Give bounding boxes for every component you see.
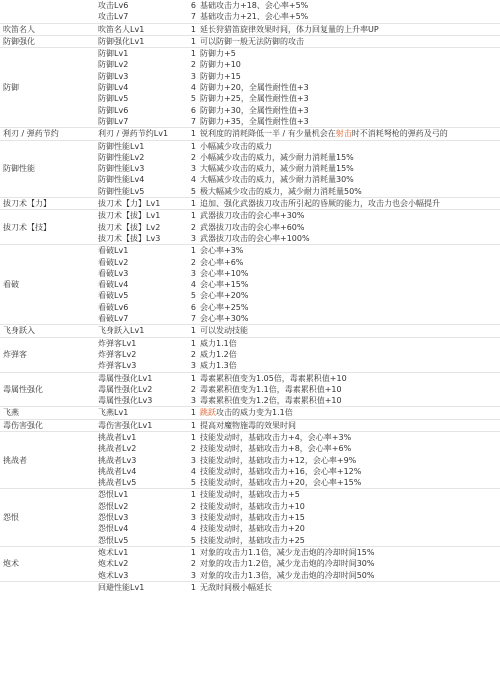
level-number-cell: 2 <box>190 222 196 232</box>
skill-level-cell: 怨恨Lv2 <box>98 501 129 511</box>
effect-text: 锐利度的消耗降低一半 / 有少量机会在 <box>200 129 336 139</box>
skill-name-cell <box>0 93 96 104</box>
skill-level-cell: 防御性能Lv1 <box>96 140 176 152</box>
skill-name-cell: 怨恨 <box>3 513 19 523</box>
table-row <box>0 360 500 372</box>
effect-cell: 防御力+20，全属性耐性值+3 <box>200 83 309 93</box>
table-row <box>0 11 500 23</box>
effect-cell: 毒素累积值变为1.05倍，毒素累积值+10 <box>200 372 500 384</box>
skill-level-cell: 防御Lv3 <box>98 71 129 81</box>
level-number-cell: 3 <box>190 513 196 523</box>
level-number-cell: 1 <box>176 128 200 140</box>
effect-cell: 技能发动时，基础攻击力+15 <box>200 513 305 523</box>
skill-level-cell: 炮术Lv3 <box>98 570 129 580</box>
skill-name-cell <box>0 71 96 82</box>
effect-cell: 提高对魔物施毒的效果时间 <box>200 419 500 431</box>
table-row <box>0 59 500 70</box>
table-row <box>0 477 500 489</box>
level-number-cell: 6 <box>190 105 196 115</box>
level-number-cell: 7 <box>190 116 196 126</box>
skill-level-cell: 炸弹客Lv3 <box>98 361 137 371</box>
skill-level-cell: 炸弹客Lv1 <box>96 337 176 349</box>
skill-level-cell: 回避性能Lv1 <box>96 581 176 593</box>
level-number-cell: 7 <box>190 12 196 22</box>
effect-cell: 技能发动时，基础攻击力+20，会心率+15% <box>200 478 362 488</box>
level-number-cell: 2 <box>190 152 196 162</box>
table-row <box>0 222 500 233</box>
table-row <box>0 48 500 60</box>
effect-cell: 会心率+3% <box>200 245 500 257</box>
effect-cell: 大幅减少攻击的威力，减少耐力消耗量30% <box>200 175 354 185</box>
skill-name-cell <box>0 431 96 443</box>
table-row <box>0 546 500 558</box>
level-number-cell: 1 <box>176 210 200 222</box>
effect-cell: 对象的攻击力1.1倍，减少龙击炮的冷却时间15% <box>200 546 500 558</box>
effect-cell: 武器拔刀攻击的会心率+100% <box>200 233 310 243</box>
skill-name-cell <box>0 290 96 301</box>
table-row <box>0 35 500 47</box>
table-row <box>0 407 500 419</box>
skill-level-cell: 毒属性强化Lv3 <box>98 396 153 406</box>
level-number-cell: 1 <box>176 325 200 337</box>
table-row <box>0 325 500 337</box>
skill-name-cell <box>0 116 96 128</box>
table-row <box>0 128 500 140</box>
effect-cell: 会心率+20% <box>200 291 249 301</box>
skill-level-cell: 飞燕Lv1 <box>96 407 176 419</box>
effect-cell: 威力1.3倍 <box>200 361 237 371</box>
skill-level-cell: 怨恨Lv3 <box>98 513 129 523</box>
skill-level-cell: 防御性能Lv4 <box>98 175 145 185</box>
table-row <box>0 384 500 395</box>
skill-level-cell: 挑战者Lv1 <box>96 431 176 443</box>
skill-name-cell <box>0 581 96 593</box>
effect-cell: 防御力+10 <box>200 60 241 70</box>
skill-level-cell: 挑战者Lv4 <box>98 466 137 476</box>
skill-level-cell: 拔刀术【拔】Lv2 <box>98 222 161 232</box>
skill-name-cell: 毒伤害强化 <box>0 419 96 431</box>
table-row <box>0 257 500 268</box>
level-number-cell: 6 <box>190 302 196 312</box>
table-row <box>0 290 500 301</box>
level-number-cell: 2 <box>190 501 196 511</box>
effect-cell: 技能发动时，基础攻击力+10 <box>200 501 305 511</box>
skill-name-cell: 飞身跃入 <box>0 325 96 337</box>
skill-name-cell <box>0 313 96 325</box>
effect-cell <box>200 407 500 419</box>
skill-level-cell: 怨恨Lv4 <box>98 524 129 534</box>
skill-level-cell: 攻击Lv7 <box>98 12 129 22</box>
table-row <box>0 372 500 384</box>
skill-name-cell: 吹笛名人 <box>0 23 96 35</box>
table-row <box>0 116 500 128</box>
effect-cell: 基础攻击力+21、会心率+5% <box>200 12 309 22</box>
skill-level-cell: 防御Lv6 <box>98 105 129 115</box>
skill-name-cell <box>0 140 96 152</box>
skill-level-cell: 看破Lv7 <box>98 314 129 324</box>
effect-cell: 技能发动时，基础攻击力+16，会心率+12% <box>200 466 362 476</box>
level-number-cell: 3 <box>190 164 196 174</box>
table-row <box>0 570 500 582</box>
level-number-cell: 4 <box>190 175 196 185</box>
effect-cell: 对象的攻击力1.3倍，减少龙击炮的冷却时间50% <box>200 570 375 580</box>
skill-name-cell <box>0 360 96 372</box>
level-number-cell: 2 <box>190 384 196 394</box>
effect-cell: 技能发动时，基础攻击力+8，会心率+6% <box>200 444 352 454</box>
level-number-cell: 1 <box>176 407 200 419</box>
skill-name-cell <box>0 477 96 489</box>
level-number-cell: 4 <box>190 280 196 290</box>
skill-name-cell <box>0 489 96 501</box>
table-row <box>0 466 500 477</box>
skill-name-cell <box>0 186 96 198</box>
skill-level-cell: 防御性能Lv5 <box>98 186 145 196</box>
effect-cell <box>200 128 500 140</box>
table-row <box>0 419 500 431</box>
effect-cell: 技能发动时，基础攻击力+4，会心率+3% <box>200 431 500 443</box>
skill-name-cell <box>0 443 96 454</box>
skill-name-cell: 拔刀术【技】 <box>3 222 51 232</box>
effect-highlight: 跳跃 <box>200 408 216 418</box>
effect-cell: 会心率+15% <box>200 280 249 290</box>
skill-name-cell: 炮术 <box>3 559 19 569</box>
table-row <box>0 302 500 313</box>
skill-name-cell <box>0 152 96 163</box>
skill-name-cell: 防御强化 <box>0 35 96 47</box>
table-row <box>0 245 500 257</box>
table-row <box>0 140 500 152</box>
skill-level-cell: 攻击Lv6 <box>98 1 129 10</box>
skill-name-cell <box>0 105 96 116</box>
skill-name-cell: 利刃 / 弹药节约 <box>0 128 96 140</box>
level-number-cell: 6 <box>190 1 196 10</box>
skill-level-cell: 看破Lv1 <box>96 245 176 257</box>
skill-name-cell <box>0 466 96 477</box>
effect-cell: 会心率+25% <box>200 302 249 312</box>
skill-level-cell: 看破Lv3 <box>98 268 129 278</box>
effect-cell: 威力1.1倍 <box>200 337 500 349</box>
skill-name-cell <box>0 245 96 257</box>
skill-name-cell: 防御 <box>3 83 19 93</box>
skill-level-cell: 看破Lv6 <box>98 302 129 312</box>
table-row <box>0 174 500 185</box>
level-number-cell: 2 <box>190 257 196 267</box>
skill-name-cell: 毒属性强化 <box>3 384 43 394</box>
effect-cell: 小幅减少攻击的威力，减少耐力消耗量15% <box>200 152 354 162</box>
level-number-cell: 3 <box>190 396 196 406</box>
skill-level-cell: 挑战者Lv5 <box>98 478 137 488</box>
table-row <box>0 313 500 325</box>
skill-level-cell: 利刃 / 弹药节约Lv1 <box>96 128 176 140</box>
effect-cell: 武器拔刀攻击的会心率+30% <box>200 210 500 222</box>
effect-cell: 技能发动时，基础攻击力+25 <box>200 535 305 545</box>
level-number-cell: 3 <box>190 71 196 81</box>
skill-name-cell: 挑战者 <box>3 455 27 465</box>
skill-level-cell: 拔刀术【拔】Lv1 <box>96 210 176 222</box>
effect-text: 时不消耗弩枪的弹药及弓的 <box>351 129 448 139</box>
skill-level-cell: 毒属性强化Lv2 <box>98 384 153 394</box>
skill-name-cell <box>0 257 96 268</box>
skill-name-cell <box>0 372 96 384</box>
level-number-cell: 1 <box>176 431 200 443</box>
effect-cell: 技能发动时，基础攻击力+12，会心率+9% <box>200 455 357 465</box>
skill-name-cell <box>0 48 96 60</box>
skill-name-cell <box>0 395 96 407</box>
level-number-cell: 1 <box>176 419 200 431</box>
effect-cell: 技能发动时，基础攻击力+5 <box>200 489 500 501</box>
level-number-cell: 5 <box>190 291 196 301</box>
skill-level-cell: 看破Lv5 <box>98 291 129 301</box>
table-row <box>0 431 500 443</box>
effect-cell: 防御力+25，全属性耐性值+3 <box>200 94 309 104</box>
effect-cell: 毒素累积值变为1.2倍，毒素累积值+10 <box>200 396 342 406</box>
level-number-cell: 3 <box>190 455 196 465</box>
effect-cell: 无敌时间极小幅延长 <box>200 581 500 593</box>
table-row <box>0 233 500 245</box>
table-row <box>0 210 500 222</box>
skill-level-cell: 防御性能Lv3 <box>98 164 145 174</box>
level-number-cell: 3 <box>190 233 196 243</box>
table-row <box>0 105 500 116</box>
skill-level-cell: 防御Lv4 <box>98 83 129 93</box>
skill-level-cell: 拔刀术【拔】Lv3 <box>98 233 161 243</box>
table-row <box>0 0 500 11</box>
table-row <box>0 523 500 534</box>
effect-cell: 防御力+30，全属性耐性值+3 <box>200 105 309 115</box>
skill-name-cell <box>0 174 96 185</box>
table-row <box>0 512 500 523</box>
effect-cell: 会心率+6% <box>200 257 244 267</box>
skill-name-cell <box>0 0 96 11</box>
table-row <box>0 152 500 163</box>
table-row <box>0 581 500 593</box>
level-number-cell: 1 <box>176 48 200 60</box>
level-number-cell: 5 <box>190 186 196 196</box>
skill-name-cell: 飞燕 <box>0 407 96 419</box>
table-row <box>0 337 500 349</box>
effect-cell: 会心率+10% <box>200 268 249 278</box>
table-row <box>0 558 500 569</box>
skill-level-cell: 看破Lv4 <box>98 280 129 290</box>
table-row <box>0 71 500 82</box>
level-number-cell: 1 <box>176 546 200 558</box>
skill-level-cell: 毒伤害强化Lv1 <box>96 419 176 431</box>
effect-cell: 可以发动技能 <box>200 325 500 337</box>
level-number-cell: 1 <box>176 337 200 349</box>
table-row <box>0 455 500 466</box>
skill-level-cell: 挑战者Lv2 <box>98 444 137 454</box>
skill-name-cell <box>0 233 96 245</box>
effect-cell: 会心率+30% <box>200 314 249 324</box>
skill-name-cell <box>0 535 96 547</box>
skill-name-cell: 防御性能 <box>3 164 35 174</box>
effect-cell: 毒素累积值变为1.1倍，毒素累积值+10 <box>200 384 342 394</box>
effect-text: 攻击的威力变为1.1倍 <box>216 408 293 418</box>
level-number-cell: 4 <box>190 83 196 93</box>
skill-name-cell <box>0 546 96 558</box>
skill-level-cell: 看破Lv2 <box>98 257 129 267</box>
level-number-cell: 5 <box>190 94 196 104</box>
table-row <box>0 489 500 501</box>
effect-cell: 对象的攻击力1.2倍，减少龙击炮的冷却时间30% <box>200 559 375 569</box>
level-number-cell: 1 <box>176 23 200 35</box>
table-row <box>0 535 500 547</box>
effect-cell: 可以防御一般无法防御的攻击 <box>200 35 500 47</box>
table-row <box>0 198 500 210</box>
skill-level-cell: 防御强化Lv1 <box>96 35 176 47</box>
level-number-cell: 3 <box>190 361 196 371</box>
effect-cell: 防御力+35，全属性耐性值+3 <box>200 116 309 126</box>
skill-level-cell: 防御Lv2 <box>98 60 129 70</box>
table-row <box>0 501 500 512</box>
table-row <box>0 443 500 454</box>
effect-cell: 追加、强化武器拔刀攻击所引起的昏厥的能力，攻击力也会小幅提升 <box>200 198 500 210</box>
effect-highlight: 射击 <box>335 129 352 139</box>
effect-cell: 延长狩猎笛旋律效果时间，体力回复量的上升率UP <box>200 23 500 35</box>
skill-level-cell: 炮术Lv1 <box>96 546 176 558</box>
skill-level-cell: 防御Lv7 <box>98 116 129 126</box>
table-row <box>0 279 500 290</box>
skill-level-cell: 防御Lv1 <box>96 48 176 60</box>
skill-name-cell <box>0 268 96 279</box>
effect-cell: 极大幅减少攻击的威力，减少耐力消耗量50% <box>200 186 362 196</box>
skill-level-cell: 挑战者Lv3 <box>98 455 137 465</box>
level-number-cell: 7 <box>190 314 196 324</box>
level-number-cell: 1 <box>176 581 200 593</box>
table-row <box>0 93 500 104</box>
table-row <box>0 82 500 93</box>
skill-name-cell <box>0 59 96 70</box>
effect-cell: 威力1.2倍 <box>200 349 237 359</box>
skill-level-cell: 拔刀术【力】Lv1 <box>96 198 176 210</box>
level-number-cell: 3 <box>190 268 196 278</box>
skill-level-cell: 防御Lv5 <box>98 94 129 104</box>
level-number-cell: 1 <box>176 245 200 257</box>
level-number-cell: 1 <box>176 489 200 501</box>
effect-cell: 小幅减少攻击的威力 <box>200 140 500 152</box>
table-row <box>0 395 500 407</box>
level-number-cell: 2 <box>190 349 196 359</box>
effect-cell: 大幅减少攻击的威力，减少耐力消耗量15% <box>200 164 354 174</box>
effect-cell: 技能发动时，基础攻击力+20 <box>200 524 305 534</box>
skill-name-cell: 拔刀术【力】 <box>0 198 96 210</box>
level-number-cell: 1 <box>176 198 200 210</box>
table-row <box>0 349 500 360</box>
level-number-cell: 4 <box>190 466 196 476</box>
skill-level-cell: 飞身跃入Lv1 <box>96 325 176 337</box>
level-number-cell: 1 <box>176 140 200 152</box>
skill-level-cell: 吹笛名人Lv1 <box>96 23 176 35</box>
table-row <box>0 268 500 279</box>
level-number-cell: 2 <box>190 60 196 70</box>
skill-name-cell <box>0 523 96 534</box>
skill-level-cell: 炸弹客Lv2 <box>98 349 137 359</box>
effect-cell: 武器拔刀攻击的会心率+60% <box>200 222 305 232</box>
skill-level-cell: 怨恨Lv1 <box>96 489 176 501</box>
effect-cell: 防御力+15 <box>200 71 241 81</box>
table-row <box>0 163 500 174</box>
skill-name-cell: 看破 <box>3 280 19 290</box>
level-number-cell: 1 <box>176 372 200 384</box>
skill-name-cell <box>0 501 96 512</box>
level-number-cell: 2 <box>190 559 196 569</box>
level-number-cell: 4 <box>190 524 196 534</box>
table-row <box>0 23 500 35</box>
skill-name-cell <box>0 11 96 23</box>
skill-name-cell <box>0 570 96 582</box>
skill-name-cell <box>0 302 96 313</box>
skill-level-cell: 毒属性强化Lv1 <box>96 372 176 384</box>
skill-name-cell: 炸弹客 <box>3 349 27 359</box>
skill-level-cell: 怨恨Lv5 <box>98 535 129 545</box>
level-number-cell: 2 <box>190 444 196 454</box>
skill-name-cell <box>0 210 96 222</box>
effect-cell: 防御力+5 <box>200 48 500 60</box>
skill-level-cell: 炮术Lv2 <box>98 559 129 569</box>
level-number-cell: 5 <box>190 478 196 488</box>
skill-name-cell <box>0 337 96 349</box>
skill-level-cell: 防御性能Lv2 <box>98 152 145 162</box>
effect-cell: 基础攻击力+18、会心率+5% <box>200 1 309 10</box>
level-number-cell: 3 <box>190 570 196 580</box>
table-row <box>0 186 500 198</box>
level-number-cell: 1 <box>176 35 200 47</box>
level-number-cell: 5 <box>190 535 196 545</box>
